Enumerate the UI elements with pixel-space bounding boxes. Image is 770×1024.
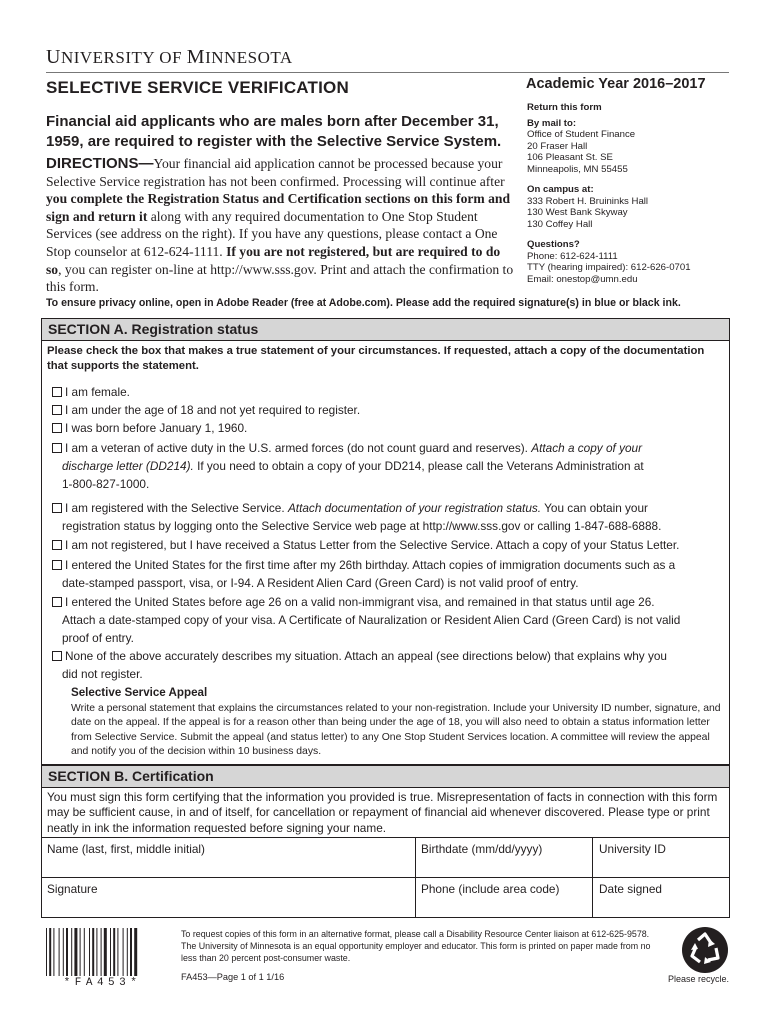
- birthdate-label: Birthdate (mm/dd/yyyy): [421, 842, 543, 856]
- academic-year: Academic Year 2016–2017: [526, 76, 706, 92]
- option-non-immigrant-visa: I entered the United States before age 26 on a valid non-immigrant visa, and remained in that status until age 26. Attach a date-stamped copy of your visa. A Certificate of Nauralization or Resident Alien Card (Green Card) is not valid proof of entry.: [52, 593, 728, 647]
- campus-heading: On campus at:: [527, 184, 594, 195]
- name-label: Name (last, first, middle initial): [47, 842, 205, 856]
- appeal-heading: Selective Service Appeal: [71, 686, 208, 699]
- barcode-bar: [110, 928, 111, 976]
- barcode-icon: [44, 928, 161, 978]
- checkbox-entered-after-26[interactable]: [52, 560, 62, 570]
- barcode-bar: [117, 928, 118, 976]
- phone-label: Phone (include area code): [421, 882, 560, 896]
- questions-heading: Questions?: [527, 239, 580, 250]
- return-heading: Return this form: [527, 102, 602, 113]
- barcode-bar: [59, 928, 60, 976]
- option-none-of-above: None of the above accurately describes my situation. Attach an appeal (see directions below) that explains why you did not register.: [52, 647, 728, 683]
- barcode-bar: [53, 928, 54, 976]
- form-number: FA453—Page 1 of 1 1/16: [181, 972, 285, 982]
- fields-top-border: [41, 837, 730, 838]
- checkbox-female[interactable]: [52, 387, 62, 397]
- appeal-text: Write a personal statement that explains the circumstances related to your non-registration. Include your University ID number, signature, and date on the appeal. If the appeal is for a reason other than being under the age of 18, you will also need to obtain a status information letter from Selective Service. Submit the appeal (and status letter) to any One Stop Student Services location. A committee will review the appeal and notify you of the decision within 10 business days.: [71, 703, 721, 758]
- date-signed-field[interactable]: [599, 882, 727, 915]
- campus-line: 130 West Bank Skyway: [527, 207, 628, 218]
- name-field[interactable]: [47, 842, 412, 875]
- barcode-bar: [130, 928, 132, 976]
- barcode-bar: [84, 928, 85, 976]
- barcode-bar: [127, 928, 128, 976]
- barcode-bar: [123, 928, 124, 976]
- university-id-field[interactable]: [599, 842, 727, 875]
- form-title: SELECTIVE SERVICE VERIFICATION: [46, 78, 349, 97]
- university-id-label: University ID: [599, 842, 666, 856]
- mail-line: Minneapolis, MN 55455: [527, 163, 628, 175]
- barcode-bar: [113, 928, 115, 976]
- footer-note: To request copies of this form in an alternative format, please call a Disability Resource Center liaison at 612-625-9578. The University of Minnesota is an equal opportunity employer and educator. This form is printed on paper made from no less than 20 percent post-consumer waste.: [181, 929, 651, 963]
- recycle-text: Please recycle.: [668, 974, 730, 984]
- mail-line: Office of Student Finance: [527, 129, 636, 140]
- privacy-note: To ensure privacy online, open in Adobe Reader (free at Adobe.com). Please add the required signature(s) in blue or black ink.: [46, 297, 681, 309]
- recycle-icon: [680, 926, 730, 974]
- checkbox-under-18[interactable]: [52, 405, 62, 415]
- certification-text: You must sign this form certifying that the information you provided is true. Misrepresentation of facts in connection with this form may be sufficient cause, in and of itself, for cancellation or repayment of financial aid whenever discovered. Please type or print neatly in ink the information requested before signing your name.: [47, 790, 718, 835]
- lead-statement: Financial aid applicants who are males born after December 31, 1959, are required to register with the Selective Service System.: [46, 113, 502, 150]
- barcode-bar: [74, 928, 77, 976]
- option-under-18: I am under the age of 18 and not yet required to register.: [52, 401, 728, 419]
- date-signed-label: Date signed: [599, 882, 662, 896]
- university-logo: UNIVERSITY OF MINNESOTA: [46, 46, 293, 68]
- option-born-before-1960: I was born before January 1, 1960.: [52, 419, 728, 437]
- mail-line: 106 Pleasant St. SE: [527, 152, 613, 163]
- signature-field[interactable]: [47, 882, 412, 915]
- barcode-text: *FA453*: [63, 977, 142, 989]
- barcode-bar: [101, 928, 102, 976]
- barcode-bar: [104, 928, 107, 976]
- barcode-bar: [89, 928, 90, 976]
- barcode-bar: [66, 928, 68, 976]
- checkbox-veteran[interactable]: [52, 443, 62, 453]
- header-divider: [46, 72, 729, 73]
- barcode-bar: [63, 928, 64, 976]
- fields-middle-border: [41, 877, 730, 878]
- barcode-bar: [96, 928, 97, 976]
- option-registered: I am registered with the Selective Service. Attach documentation of your registration status. You can obtain your registration status by logging onto the Selective Service web page at http://www.sss.gov or calling 1-847-688-6888.: [52, 499, 728, 535]
- option-entered-after-26: I entered the United States for the first time after my 26th birthday. Attach copies of immigration documents such as a date-stamped passport, visa, or I-94. A Resident Alien Card (Green Card) is not valid proof of entry.: [52, 556, 728, 592]
- tty-line: TTY (hearing impaired): 612-626-0701: [527, 262, 691, 273]
- field-divider: [415, 837, 416, 918]
- barcode-bar: [92, 928, 94, 976]
- barcode-bar: [71, 928, 72, 976]
- signature-label: Signature: [47, 882, 98, 896]
- checkbox-registered[interactable]: [52, 503, 62, 513]
- mail-line: 20 Fraser Hall: [527, 140, 588, 152]
- phone-line: Phone: 612-624-1111: [527, 250, 618, 262]
- section-b-heading: SECTION B. Certification: [42, 766, 729, 788]
- option-veteran: I am a veteran of active duty in the U.S. armed forces (do not count guard and reserves). Attach a copy of your discharge letter (DD214). If you need to obtain a copy of your DD214, please call the Veterans Administration at 1-800-827-1000.: [52, 439, 728, 493]
- barcode-bar: [46, 928, 47, 976]
- section-a-heading: SECTION A. Registration status: [42, 319, 729, 341]
- campus-line: 333 Robert H. Bruininks Hall: [527, 195, 649, 207]
- section-a-instructions: Please check the box that makes a true statement of your circumstances. If requested, attach a copy of the documentation that supports the statement.: [47, 345, 705, 372]
- checkbox-status-letter[interactable]: [52, 540, 62, 550]
- barcode-bar: [49, 928, 51, 976]
- email-line: Email: onestop@umn.edu: [527, 273, 638, 285]
- barcode-bar: [134, 928, 137, 976]
- mail-heading: By mail to:: [527, 117, 577, 129]
- checkbox-non-immigrant-visa[interactable]: [52, 597, 62, 607]
- campus-line: 130 Coffey Hall: [527, 218, 593, 230]
- directions: DIRECTIONS—Your financial aid application cannot be processed because your Selective Service registration has not been confirmed. Processing will continue after you complete the Registration Status and Certification sections on this form and sign and return it along with any required documentation to One Stop Student Services (see address on the right). If you have any questions, please contact a One Stop counselor at 612-624-1111. If you are not registered, but are required to do so, you can register on-line at http://www.sss.gov. Print and attach the confirmation to this form.: [46, 155, 514, 295]
- birthdate-field[interactable]: [421, 842, 589, 875]
- checkbox-born-before-1960[interactable]: [52, 423, 62, 433]
- option-status-letter: I am not registered, but I have received a Status Letter from the Selective Service. Attach a copy of your Status Letter.: [52, 536, 728, 554]
- checkbox-none-of-above[interactable]: [52, 651, 62, 661]
- phone-field[interactable]: [421, 882, 589, 915]
- barcode-bar: [80, 928, 81, 976]
- return-info: [527, 102, 732, 285]
- option-female: I am female.: [52, 383, 728, 401]
- field-divider: [592, 837, 593, 918]
